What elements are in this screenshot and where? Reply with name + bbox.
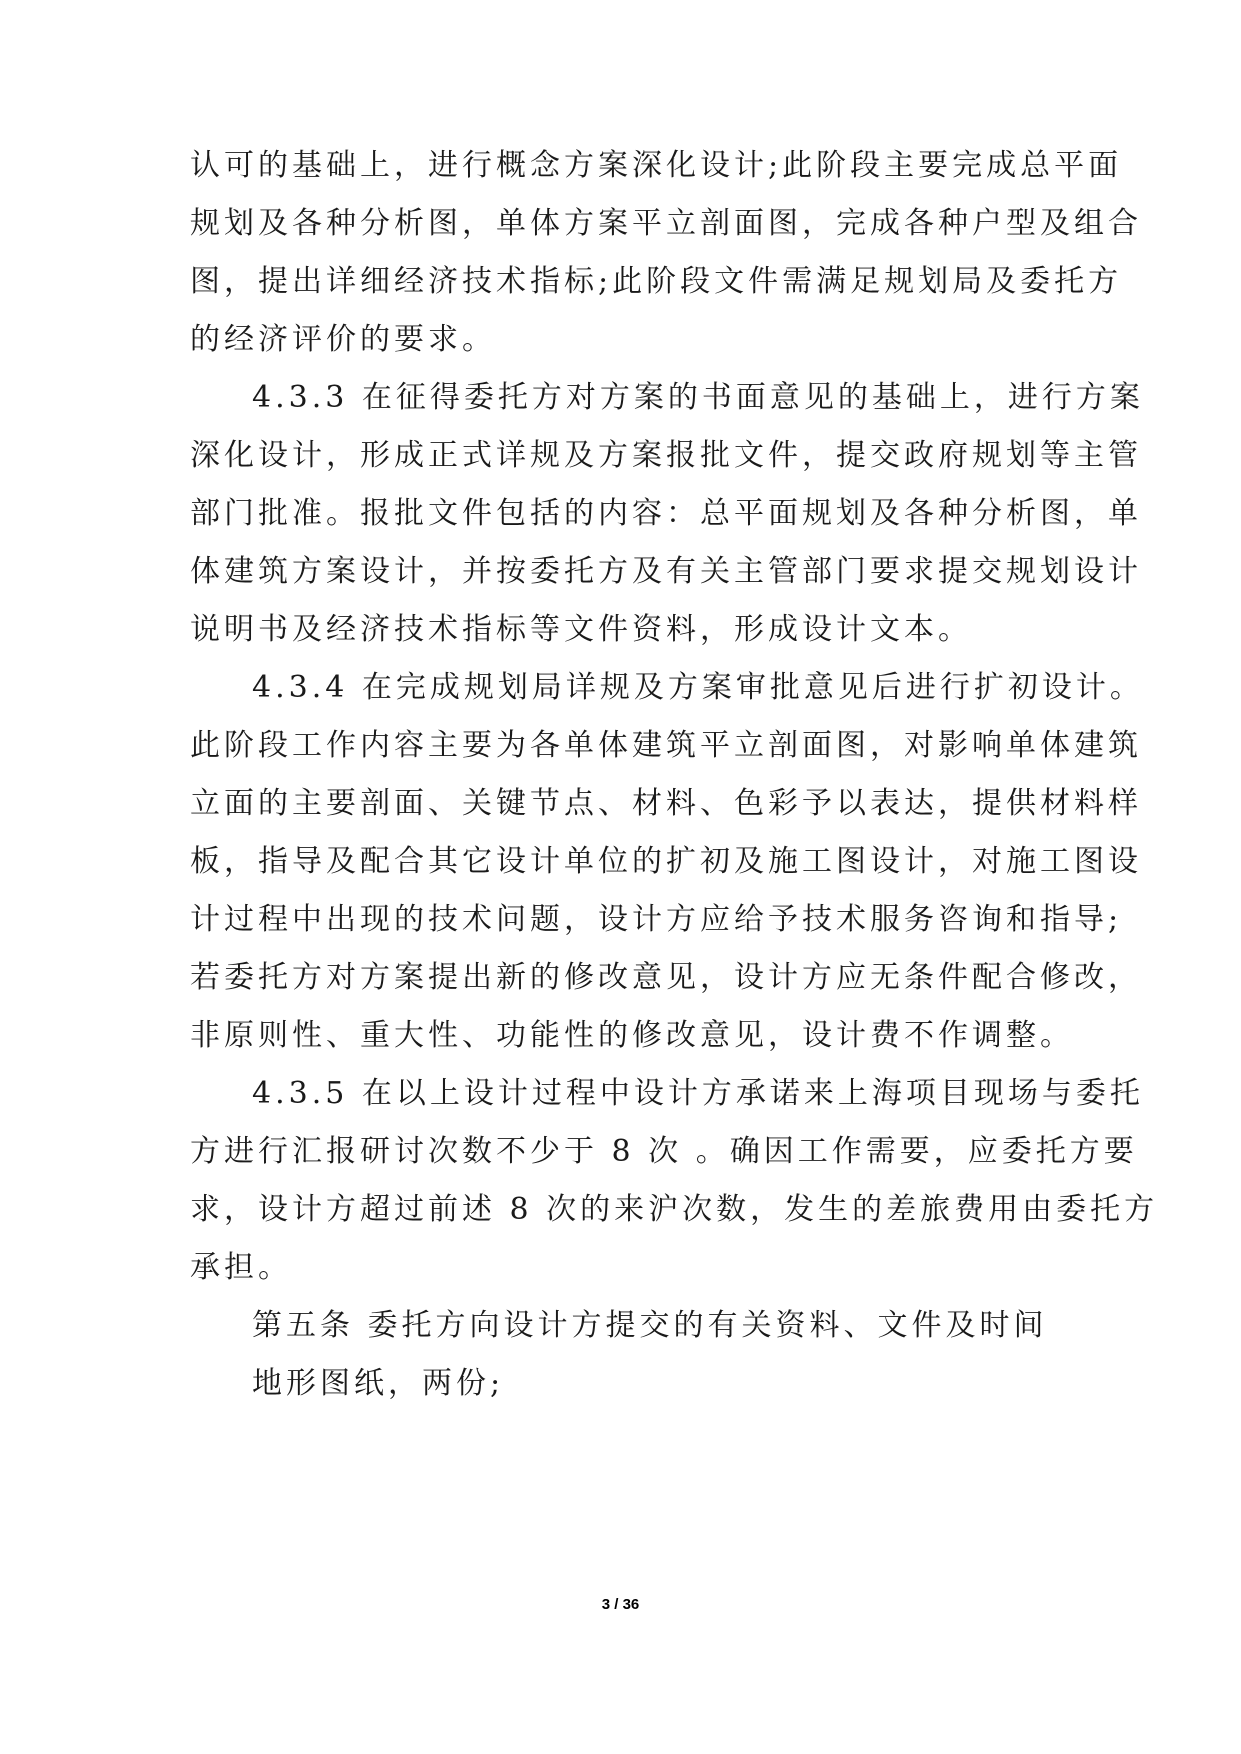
paragraph-line: 承担。 (190, 1250, 292, 1285)
paragraph-line: 方进行汇报研讨次数不少于 8 次 。确因工作需要，应委托方要 (190, 1134, 1138, 1169)
paragraph-line: 非原则性、重大性、功能性的修改意见，设计费不作调整。 (190, 1018, 1074, 1053)
section-heading: 第五条 委托方向设计方提交的有关资料、文件及时间 (252, 1308, 1048, 1343)
paragraph-line: 4.3.5 在以上设计过程中设计方承诺来上海项目现场与委托 (252, 1076, 1144, 1111)
paragraph-line: 计过程中出现的技术问题，设计方应给予技术服务咨询和指导; (190, 902, 1123, 937)
paragraph-line: 立面的主要剖面、关键节点、材料、色彩予以表达，提供材料样 (190, 786, 1142, 821)
paragraph-line: 此阶段工作内容主要为各单体建筑平立剖面图，对影响单体建筑 (190, 728, 1142, 763)
paragraph-line: 认可的基础上，进行概念方案深化设计;此阶段主要完成总平面 (190, 148, 1123, 183)
page-number: 3 / 36 (601, 1596, 640, 1613)
paragraph-line: 求，设计方超过前述 8 次的来沪次数，发生的差旅费用由委托方 (190, 1192, 1159, 1227)
paragraph-line: 说明书及经济技术指标等文件资料，形成设计文本。 (190, 612, 972, 647)
paragraph-line: 体建筑方案设计，并按委托方及有关主管部门要求提交规划设计 (190, 554, 1142, 589)
paragraph-line: 深化设计，形成正式详规及方案报批文件，提交政府规划等主管 (190, 438, 1142, 473)
paragraph-line: 若委托方对方案提出新的修改意见，设计方应无条件配合修改， (190, 960, 1142, 995)
paragraph-line: 部门批准。报批文件包括的内容：总平面规划及各种分析图，单 (190, 496, 1142, 531)
paragraph-line: 4.3.4 在完成规划局详规及方案审批意见后进行扩初设计。 (252, 670, 1144, 705)
paragraph-line: 板，指导及配合其它设计单位的扩初及施工图设计，对施工图设 (190, 844, 1142, 879)
paragraph-line: 4.3.3 在征得委托方对方案的书面意见的基础上，进行方案 (252, 380, 1144, 415)
paragraph-line: 规划及各种分析图，单体方案平立剖面图，完成各种户型及组合 (190, 206, 1142, 241)
paragraph-line: 图，提出详细经济技术指标;此阶段文件需满足规划局及委托方 (190, 264, 1123, 299)
list-item: 地形图纸，两份; (252, 1366, 505, 1401)
paragraph-line: 的经济评价的要求。 (190, 322, 496, 357)
